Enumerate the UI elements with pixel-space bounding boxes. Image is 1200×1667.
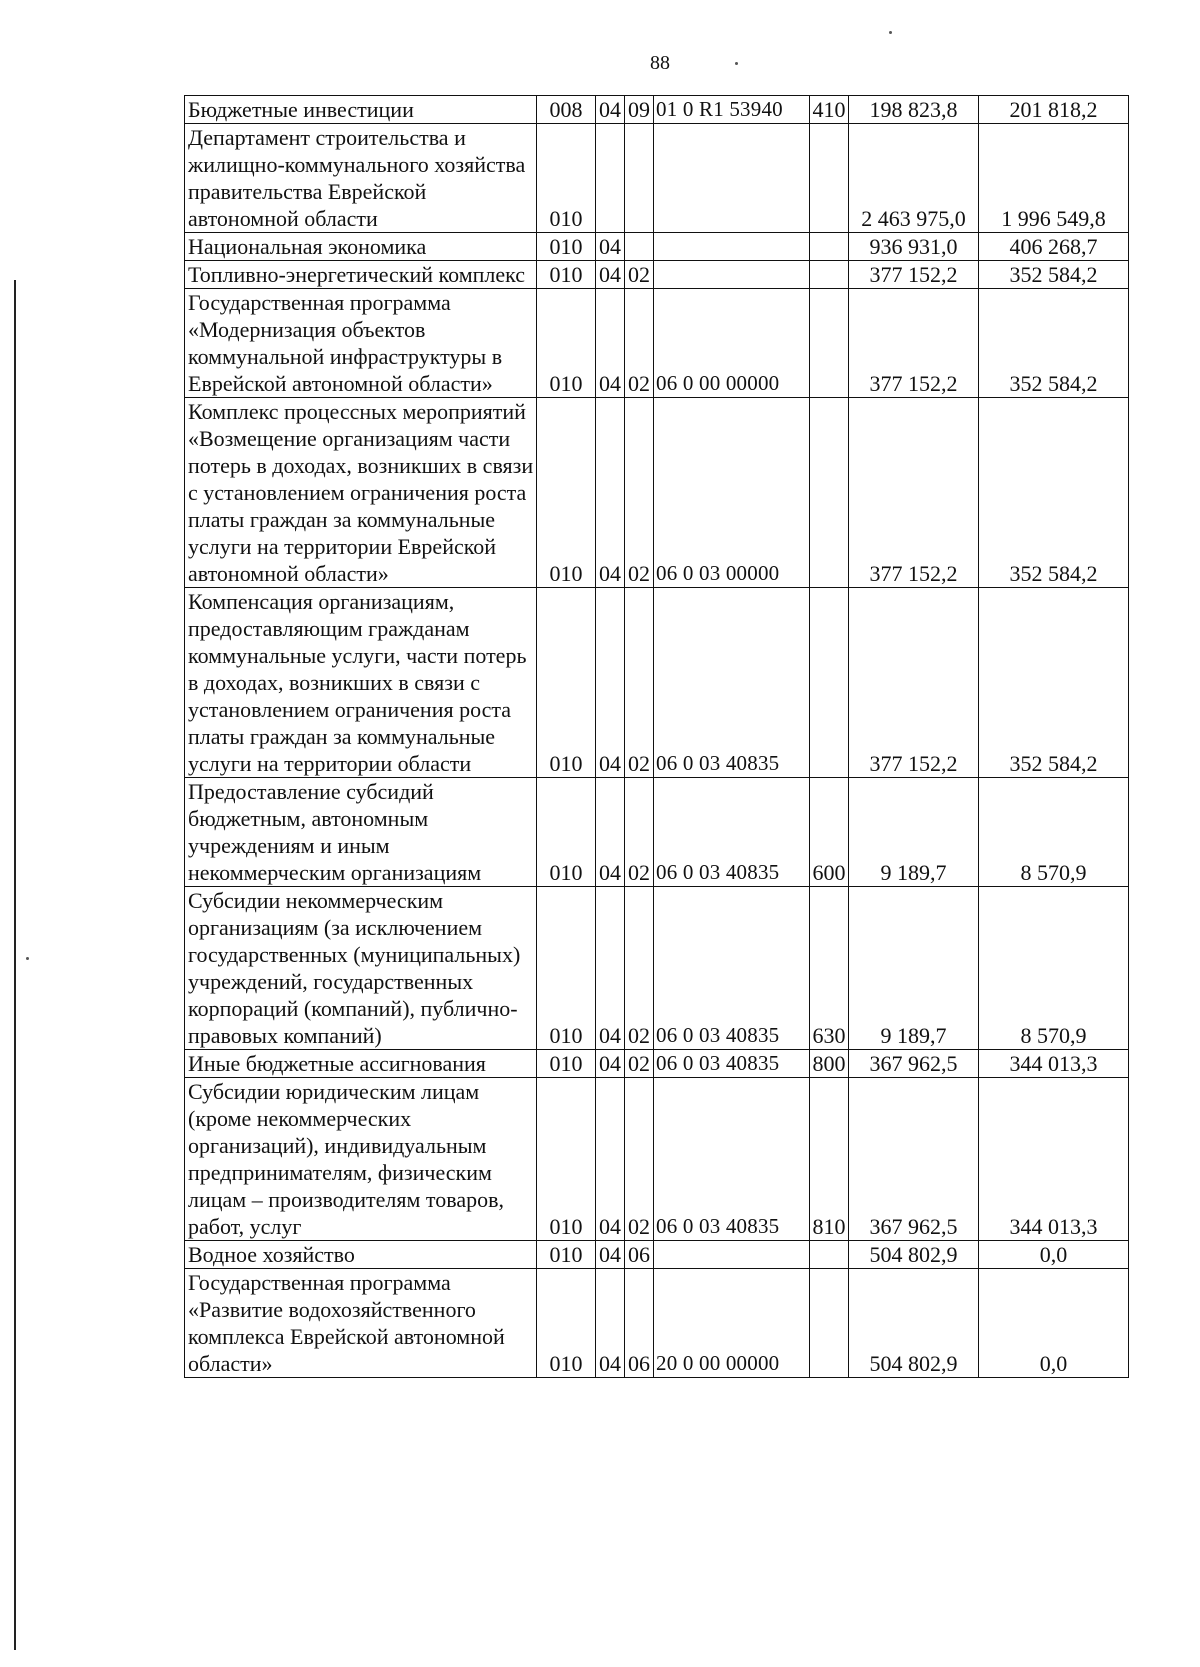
amount-year2-cell: 8 570,9 xyxy=(979,778,1129,887)
row-name-cell: Департамент строительства и жилищно-коммунального хозяйства правительства Еврейской автономной области xyxy=(185,124,537,233)
subsection-code-cell: 02 xyxy=(625,588,654,778)
section-code-cell xyxy=(596,124,625,233)
scan-speck xyxy=(26,957,29,960)
table-row xyxy=(185,233,1129,261)
section-code-cell: 04 xyxy=(596,1269,625,1378)
amount-year2-cell: 406 268,7 xyxy=(979,233,1129,261)
ministry-code-cell: 010 xyxy=(537,398,596,588)
subsection-code-cell: 02 xyxy=(625,887,654,1050)
amount-year2-cell: 352 584,2 xyxy=(979,261,1129,289)
subsection-code-cell: 09 xyxy=(625,96,654,124)
section-code-cell: 04 xyxy=(596,1241,625,1269)
expense-type-cell: 410 xyxy=(810,96,849,124)
expense-type-cell xyxy=(810,124,849,233)
target-article-cell xyxy=(654,233,810,261)
target-article-cell xyxy=(654,261,810,289)
amount-year1-cell: 9 189,7 xyxy=(849,887,979,1050)
page-number: 88 xyxy=(650,52,670,74)
section-code-cell: 04 xyxy=(596,233,625,261)
row-name-cell: Компенсация организациям, предоставляющим гражданам коммунальные услуги, части потерь в доходах, возникших в связи с установлением ограничения роста платы граждан за коммунальные услуги на территории области xyxy=(185,588,537,778)
expense-type-cell xyxy=(810,1241,849,1269)
ministry-code-cell: 010 xyxy=(537,1269,596,1378)
table-row xyxy=(185,1241,1129,1269)
target-article-cell: 01 0 R1 53940 xyxy=(654,96,810,124)
amount-year1-cell: 198 823,8 xyxy=(849,96,979,124)
row-name-cell: Комплекс процессных мероприятий «Возмещение организациям части потерь в доходах, возникших в связи с установлением ограничения роста платы граждан за коммунальные услуги на территории Еврейской автономной области» xyxy=(185,398,537,588)
budget-table xyxy=(184,95,1129,1378)
section-code-cell: 04 xyxy=(596,1078,625,1241)
section-code-cell: 04 xyxy=(596,778,625,887)
row-name-cell: Государственная программа «Развитие водохозяйственного комплекса Еврейской автономной области» xyxy=(185,1269,537,1378)
subsection-code-cell: 06 xyxy=(625,1269,654,1378)
table-row xyxy=(185,778,1129,887)
expense-type-cell xyxy=(810,588,849,778)
amount-year2-cell: 344 013,3 xyxy=(979,1050,1129,1078)
ministry-code-cell: 010 xyxy=(537,887,596,1050)
target-article-cell: 06 0 03 00000 xyxy=(654,398,810,588)
amount-year2-cell: 352 584,2 xyxy=(979,588,1129,778)
section-code-cell: 04 xyxy=(596,96,625,124)
expense-type-cell: 630 xyxy=(810,887,849,1050)
expense-type-cell: 800 xyxy=(810,1050,849,1078)
target-article-cell: 06 0 03 40835 xyxy=(654,588,810,778)
ministry-code-cell: 010 xyxy=(537,261,596,289)
ministry-code-cell: 010 xyxy=(537,233,596,261)
section-code-cell: 04 xyxy=(596,261,625,289)
amount-year1-cell: 377 152,2 xyxy=(849,289,979,398)
ministry-code-cell: 008 xyxy=(537,96,596,124)
amount-year2-cell: 201 818,2 xyxy=(979,96,1129,124)
scan-speck xyxy=(735,62,738,65)
target-article-cell: 06 0 00 00000 xyxy=(654,289,810,398)
row-name-cell: Национальная экономика xyxy=(185,233,537,261)
table-row xyxy=(185,588,1129,778)
section-code-cell: 04 xyxy=(596,398,625,588)
amount-year1-cell: 2 463 975,0 xyxy=(849,124,979,233)
subsection-code-cell: 02 xyxy=(625,398,654,588)
row-name-cell: Государственная программа «Модернизация объектов коммунальной инфраструктуры в Еврейской автономной области» xyxy=(185,289,537,398)
expense-type-cell xyxy=(810,1269,849,1378)
subsection-code-cell: 02 xyxy=(625,261,654,289)
target-article-cell: 06 0 03 40835 xyxy=(654,887,810,1050)
target-article-cell: 06 0 03 40835 xyxy=(654,1078,810,1241)
table-row xyxy=(185,887,1129,1050)
ministry-code-cell: 010 xyxy=(537,1050,596,1078)
table-row xyxy=(185,398,1129,588)
row-name-cell: Иные бюджетные ассигнования xyxy=(185,1050,537,1078)
ministry-code-cell: 010 xyxy=(537,1078,596,1241)
amount-year1-cell: 367 962,5 xyxy=(849,1078,979,1241)
section-code-cell: 04 xyxy=(596,1050,625,1078)
target-article-cell xyxy=(654,1241,810,1269)
subsection-code-cell: 02 xyxy=(625,1078,654,1241)
table-row xyxy=(185,1078,1129,1241)
ministry-code-cell: 010 xyxy=(537,289,596,398)
row-name-cell: Субсидии юридическим лицам (кроме некоммерческих организаций), индивидуальным предпринимателям, физическим лицам – производителям товаров, работ, услуг xyxy=(185,1078,537,1241)
expense-type-cell xyxy=(810,261,849,289)
section-code-cell: 04 xyxy=(596,887,625,1050)
section-code-cell: 04 xyxy=(596,588,625,778)
row-name-cell: Топливно-энергетический комплекс xyxy=(185,261,537,289)
table-row xyxy=(185,96,1129,124)
scan-speck xyxy=(889,31,892,34)
expense-type-cell: 600 xyxy=(810,778,849,887)
row-name-cell: Водное хозяйство xyxy=(185,1241,537,1269)
ministry-code-cell: 010 xyxy=(537,1241,596,1269)
amount-year2-cell: 0,0 xyxy=(979,1241,1129,1269)
ministry-code-cell: 010 xyxy=(537,588,596,778)
subsection-code-cell xyxy=(625,124,654,233)
ministry-code-cell: 010 xyxy=(537,778,596,887)
subsection-code-cell: 02 xyxy=(625,1050,654,1078)
amount-year1-cell: 377 152,2 xyxy=(849,261,979,289)
ministry-code-cell: 010 xyxy=(537,124,596,233)
table-row xyxy=(185,1050,1129,1078)
amount-year1-cell: 377 152,2 xyxy=(849,588,979,778)
amount-year1-cell: 367 962,5 xyxy=(849,1050,979,1078)
row-name-cell: Предоставление субсидий бюджетным, автономным учреждениям и иным некоммерческим организациям xyxy=(185,778,537,887)
target-article-cell: 06 0 03 40835 xyxy=(654,778,810,887)
row-name-cell: Субсидии некоммерческим организациям (за исключением государственных (муниципальных) учреждений, государственных корпораций (компаний), публично-правовых компаний) xyxy=(185,887,537,1050)
subsection-code-cell xyxy=(625,233,654,261)
scan-edge-mark xyxy=(14,280,16,1650)
section-code-cell: 04 xyxy=(596,289,625,398)
amount-year1-cell: 504 802,9 xyxy=(849,1241,979,1269)
expense-type-cell xyxy=(810,233,849,261)
budget-table-body xyxy=(185,96,1129,1378)
amount-year2-cell: 8 570,9 xyxy=(979,887,1129,1050)
expense-type-cell xyxy=(810,289,849,398)
expense-type-cell xyxy=(810,398,849,588)
subsection-code-cell: 02 xyxy=(625,289,654,398)
amount-year1-cell: 504 802,9 xyxy=(849,1269,979,1378)
target-article-cell: 20 0 00 00000 xyxy=(654,1269,810,1378)
amount-year2-cell: 1 996 549,8 xyxy=(979,124,1129,233)
amount-year2-cell: 352 584,2 xyxy=(979,289,1129,398)
table-row xyxy=(185,1269,1129,1378)
table-row xyxy=(185,289,1129,398)
amount-year2-cell: 0,0 xyxy=(979,1269,1129,1378)
table-row xyxy=(185,124,1129,233)
amount-year1-cell: 377 152,2 xyxy=(849,398,979,588)
table-row xyxy=(185,261,1129,289)
amount-year1-cell: 9 189,7 xyxy=(849,778,979,887)
target-article-cell: 06 0 03 40835 xyxy=(654,1050,810,1078)
row-name-cell: Бюджетные инвестиции xyxy=(185,96,537,124)
amount-year2-cell: 344 013,3 xyxy=(979,1078,1129,1241)
subsection-code-cell: 06 xyxy=(625,1241,654,1269)
target-article-cell xyxy=(654,124,810,233)
subsection-code-cell: 02 xyxy=(625,778,654,887)
amount-year2-cell: 352 584,2 xyxy=(979,398,1129,588)
expense-type-cell: 810 xyxy=(810,1078,849,1241)
amount-year1-cell: 936 931,0 xyxy=(849,233,979,261)
